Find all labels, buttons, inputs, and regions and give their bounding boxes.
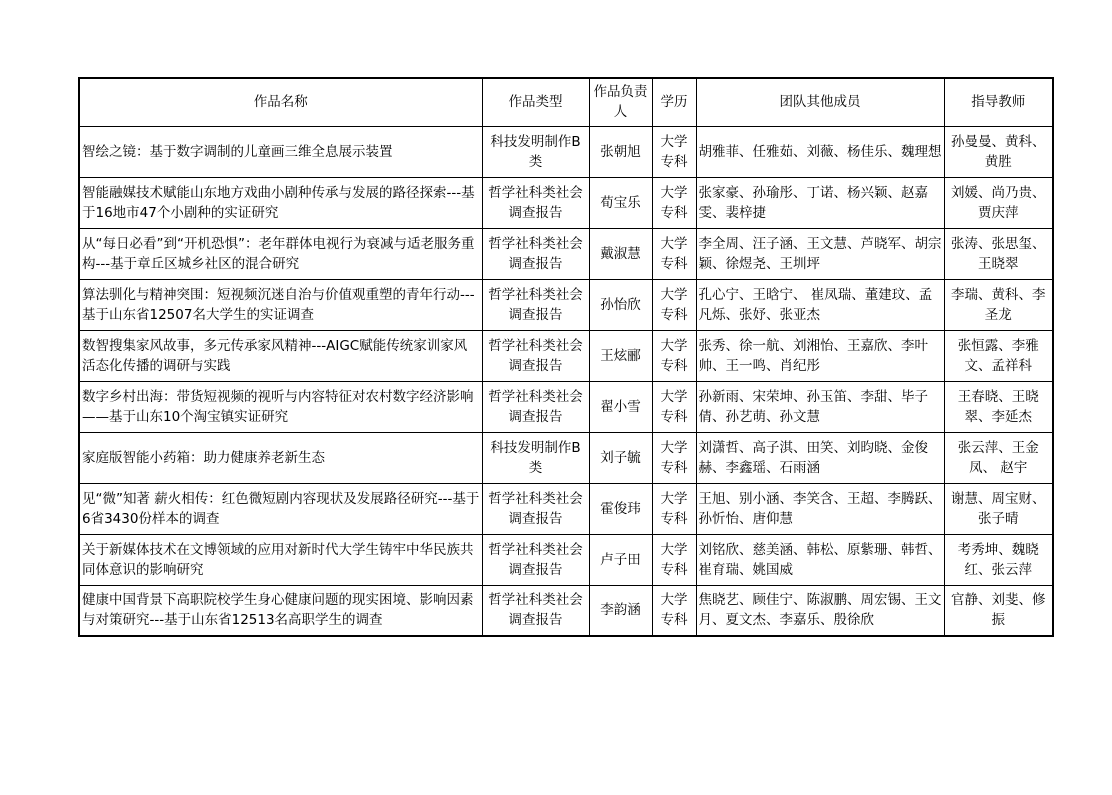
advisor: 官静、刘斐、修振: [944, 585, 1053, 636]
table-row: [79, 279, 1053, 330]
advisor: 王春晓、王晓翠、李延杰: [944, 381, 1053, 432]
leader: 戴淑慧: [589, 228, 652, 279]
work-name: 见“微”知著 薪火相传：红色微短剧内容现状及发展路径研究---基于6省3430份样本的调查: [79, 483, 482, 534]
advisor: 考秀坤、魏晓红、张云萍: [944, 534, 1053, 585]
work-name: 智绘之镜：基于数字调制的儿童画三维全息展示装置: [79, 126, 482, 177]
work-name: 关于新媒体技术在文博领域的应用对新时代大学生铸牢中华民族共同体意识的影响研究: [79, 534, 482, 585]
work-name: 从“每日必看”到“开机恐惧”：老年群体电视行为衰减与适老服务重构---基于章丘区城乡社区的混合研究: [79, 228, 482, 279]
leader: 张朝旭: [589, 126, 652, 177]
header-leader: 作品负责人: [589, 78, 652, 126]
header-advisor: 指导教师: [944, 78, 1053, 126]
table-row: [79, 177, 1053, 228]
members: 胡雅菲、任雅茹、刘薇、杨佳乐、魏理想: [696, 126, 944, 177]
leader: 卢子田: [589, 534, 652, 585]
header-row: [79, 78, 1053, 126]
education: 大学专科: [652, 534, 696, 585]
advisor: 李瑞、黄科、李圣龙: [944, 279, 1053, 330]
leader: 荀宝乐: [589, 177, 652, 228]
work-type: 哲学社科类社会调查报告: [482, 330, 589, 381]
advisor: 张涛、张思玺、王晓翠: [944, 228, 1053, 279]
advisor: 张云萍、王金凤、 赵宇: [944, 432, 1053, 483]
header-work-name: 作品名称: [79, 78, 482, 126]
work-name: 数智搜集家风故事，多元传承家风精神---AIGC赋能传统家训家风活态化传播的调研与实践: [79, 330, 482, 381]
advisor: 孙曼曼、黄科、黄胜: [944, 126, 1053, 177]
table-row: [79, 534, 1053, 585]
members: 刘潇哲、高子淇、田笑、刘昀晓、金俊赫、李鑫瑶、石雨涵: [696, 432, 944, 483]
work-type: 科技发明制作B类: [482, 432, 589, 483]
header-work-type: 作品类型: [482, 78, 589, 126]
members: 孔心宁、王晗宁、 崔凤瑞、董建玟、孟凡烁、张妤、张亚杰: [696, 279, 944, 330]
members: 刘铭欣、慈美涵、韩松、原紫珊、韩哲、崔育瑞、姚国威: [696, 534, 944, 585]
education: 大学专科: [652, 585, 696, 636]
work-type: 哲学社科类社会调查报告: [482, 483, 589, 534]
work-name: 数字乡村出海：带货短视频的视听与内容特征对农村数字经济影响——基于山东10个淘宝镇实证研究: [79, 381, 482, 432]
leader: 孙怡欣: [589, 279, 652, 330]
header-members: 团队其他成员: [696, 78, 944, 126]
work-name: 家庭版智能小药箱：助力健康养老新生态: [79, 432, 482, 483]
advisor: 张恒露、李雅文、孟祥科: [944, 330, 1053, 381]
work-type: 哲学社科类社会调查报告: [482, 534, 589, 585]
table-row: [79, 432, 1053, 483]
advisor: 谢慧、周宝财、张子晴: [944, 483, 1053, 534]
education: 大学专科: [652, 432, 696, 483]
advisor: 刘媛、尚乃贵、贾庆萍: [944, 177, 1053, 228]
members: 张家豪、孙瑜彤、丁诺、杨兴颖、赵嘉雯、裴梓捷: [696, 177, 944, 228]
members: 王旭、别小涵、李笑含、王超、李腾跃、孙忻怡、唐仰慧: [696, 483, 944, 534]
work-type: 科技发明制作B类: [482, 126, 589, 177]
table-row: [79, 483, 1053, 534]
education: 大学专科: [652, 126, 696, 177]
members: 张秀、徐一航、刘湘怡、王嘉欣、李叶帅、王一鸣、肖纪彤: [696, 330, 944, 381]
table-row: [79, 381, 1053, 432]
work-name: 健康中国背景下高职院校学生身心健康问题的现实困境、影响因素与对策研究---基于山东省12513名高职学生的调查: [79, 585, 482, 636]
table-row: [79, 126, 1053, 177]
awards-table: [78, 77, 1054, 637]
work-name: 智能融媒技术赋能山东地方戏曲小剧种传承与发展的路径探索---基于16地市47个小剧种的实证研究: [79, 177, 482, 228]
work-type: 哲学社科类社会调查报告: [482, 228, 589, 279]
education: 大学专科: [652, 330, 696, 381]
education: 大学专科: [652, 483, 696, 534]
table-row: [79, 585, 1053, 636]
header-education: 学历: [652, 78, 696, 126]
education: 大学专科: [652, 279, 696, 330]
leader: 李韵涵: [589, 585, 652, 636]
work-type: 哲学社科类社会调查报告: [482, 585, 589, 636]
work-type: 哲学社科类社会调查报告: [482, 381, 589, 432]
table-row: [79, 228, 1053, 279]
members: 孙新雨、宋荣坤、孙玉笛、李甜、毕子倩、孙艺萌、孙文慧: [696, 381, 944, 432]
education: 大学专科: [652, 177, 696, 228]
work-type: 哲学社科类社会调查报告: [482, 177, 589, 228]
leader: 刘子毓: [589, 432, 652, 483]
table-row: [79, 330, 1053, 381]
leader: 翟小雪: [589, 381, 652, 432]
education: 大学专科: [652, 381, 696, 432]
members: 焦晓艺、顾佳宁、陈淑鹏、周宏锡、王文月、夏文杰、李嘉乐、殷徐欣: [696, 585, 944, 636]
leader: 王炫郦: [589, 330, 652, 381]
members: 李全周、汪子涵、王文慧、芦晓军、胡宗颖、徐煜尧、王圳坪: [696, 228, 944, 279]
leader: 霍俊玮: [589, 483, 652, 534]
education: 大学专科: [652, 228, 696, 279]
work-type: 哲学社科类社会调查报告: [482, 279, 589, 330]
work-name: 算法驯化与精神突围：短视频沉迷自治与价值观重塑的青年行动---基于山东省12507名大学生的实证调查: [79, 279, 482, 330]
